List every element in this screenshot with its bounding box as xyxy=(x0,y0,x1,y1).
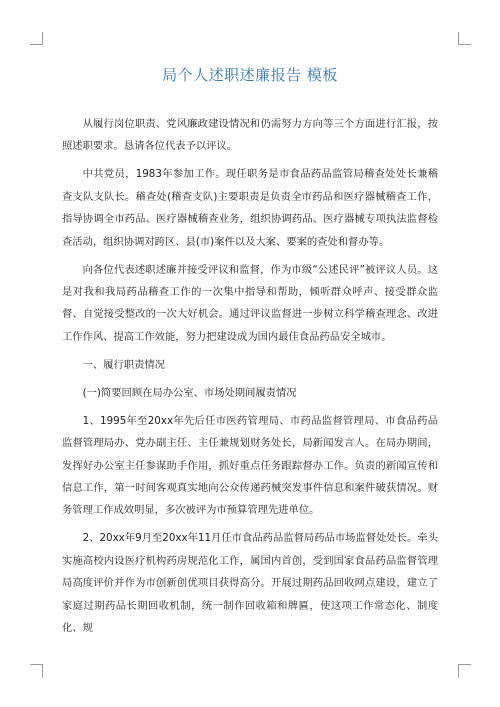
subsection-heading: (一)简要回顾在局办公室、市场处期间履责情况 xyxy=(82,386,297,399)
paragraph-intro: 从履行岗位职责、党风廉政建设情况和仍需努力方向等三个方面进行汇报，按照述职要求。恳请各位代表予以评议。 xyxy=(62,118,438,153)
crop-mark-bottom-left xyxy=(30,664,43,677)
crop-mark-top-left xyxy=(30,32,43,45)
crop-mark-bottom-right xyxy=(458,664,471,677)
document-title: 局个人述职述廉报告 模板 xyxy=(162,66,338,84)
paragraph-background: 中共党员，1983年参加工作。现任职务是市食品药品监管局稽查处处长兼稽查支队支队长。稽查处(稽查支队)主要职责是负责全市药品和医疗器械稽查工作，指导协调全市药品、医疗器械稽查业务，组织协调药品、医疗器械专项执法监督检查活动，组织协调对跨区、县(市)案件以及大案、要案的查处和督办等。 xyxy=(62,168,438,248)
paragraph-item-1: 1、1995年至20xx年先后任市医药管理局、市药品监督管理局、市食品药品监督管理局办、党办副主任、主任兼规划财务处长，局新闻发言人。在局办期间，发挥好办公室主任参谋助手作用，抓好重点任务跟踪督办工作。负责的新闻宣传和信息工作，第一时间客观真实地向公众传递药械突发事件信息和案件破获情况。财务管理工作成效明显，多次被评为市预算管理先进单位。 xyxy=(62,414,438,517)
crop-mark-top-right xyxy=(458,32,471,45)
document-body xyxy=(62,113,438,645)
paragraph-item-2: 2、20xx年9月至20xx年11月任市食品药品监督局药品市场监督处处长。牵头实施高校内设医疗机构药房规范化工作，属国内首创，受到国家食品药品监督管理局高度评价并作为市创新创优项目获得高分。开展过期药品回收网点建设，建立了家庭过期药品长期回收机制，统一制作回收箱和牌匾，使这项工作常态化、制度化、规 xyxy=(62,532,438,635)
section-heading: 一、履行职责情况 xyxy=(82,358,165,371)
paragraph-evaluation: 向各位代表述职述廉并接受评议和监督，作为市级“公述民评”被评议人员。这是对我和我局药品稽查工作的一次集中指导和帮助，倾听群众呼声、接受群众监督、自觉接受整改的一次大好机会。通过评议监督进一步树立科学稽查理念、改进工作作风、提高工作效能，努力把建设成为国内最佳食品药品安全城市。 xyxy=(62,263,438,343)
